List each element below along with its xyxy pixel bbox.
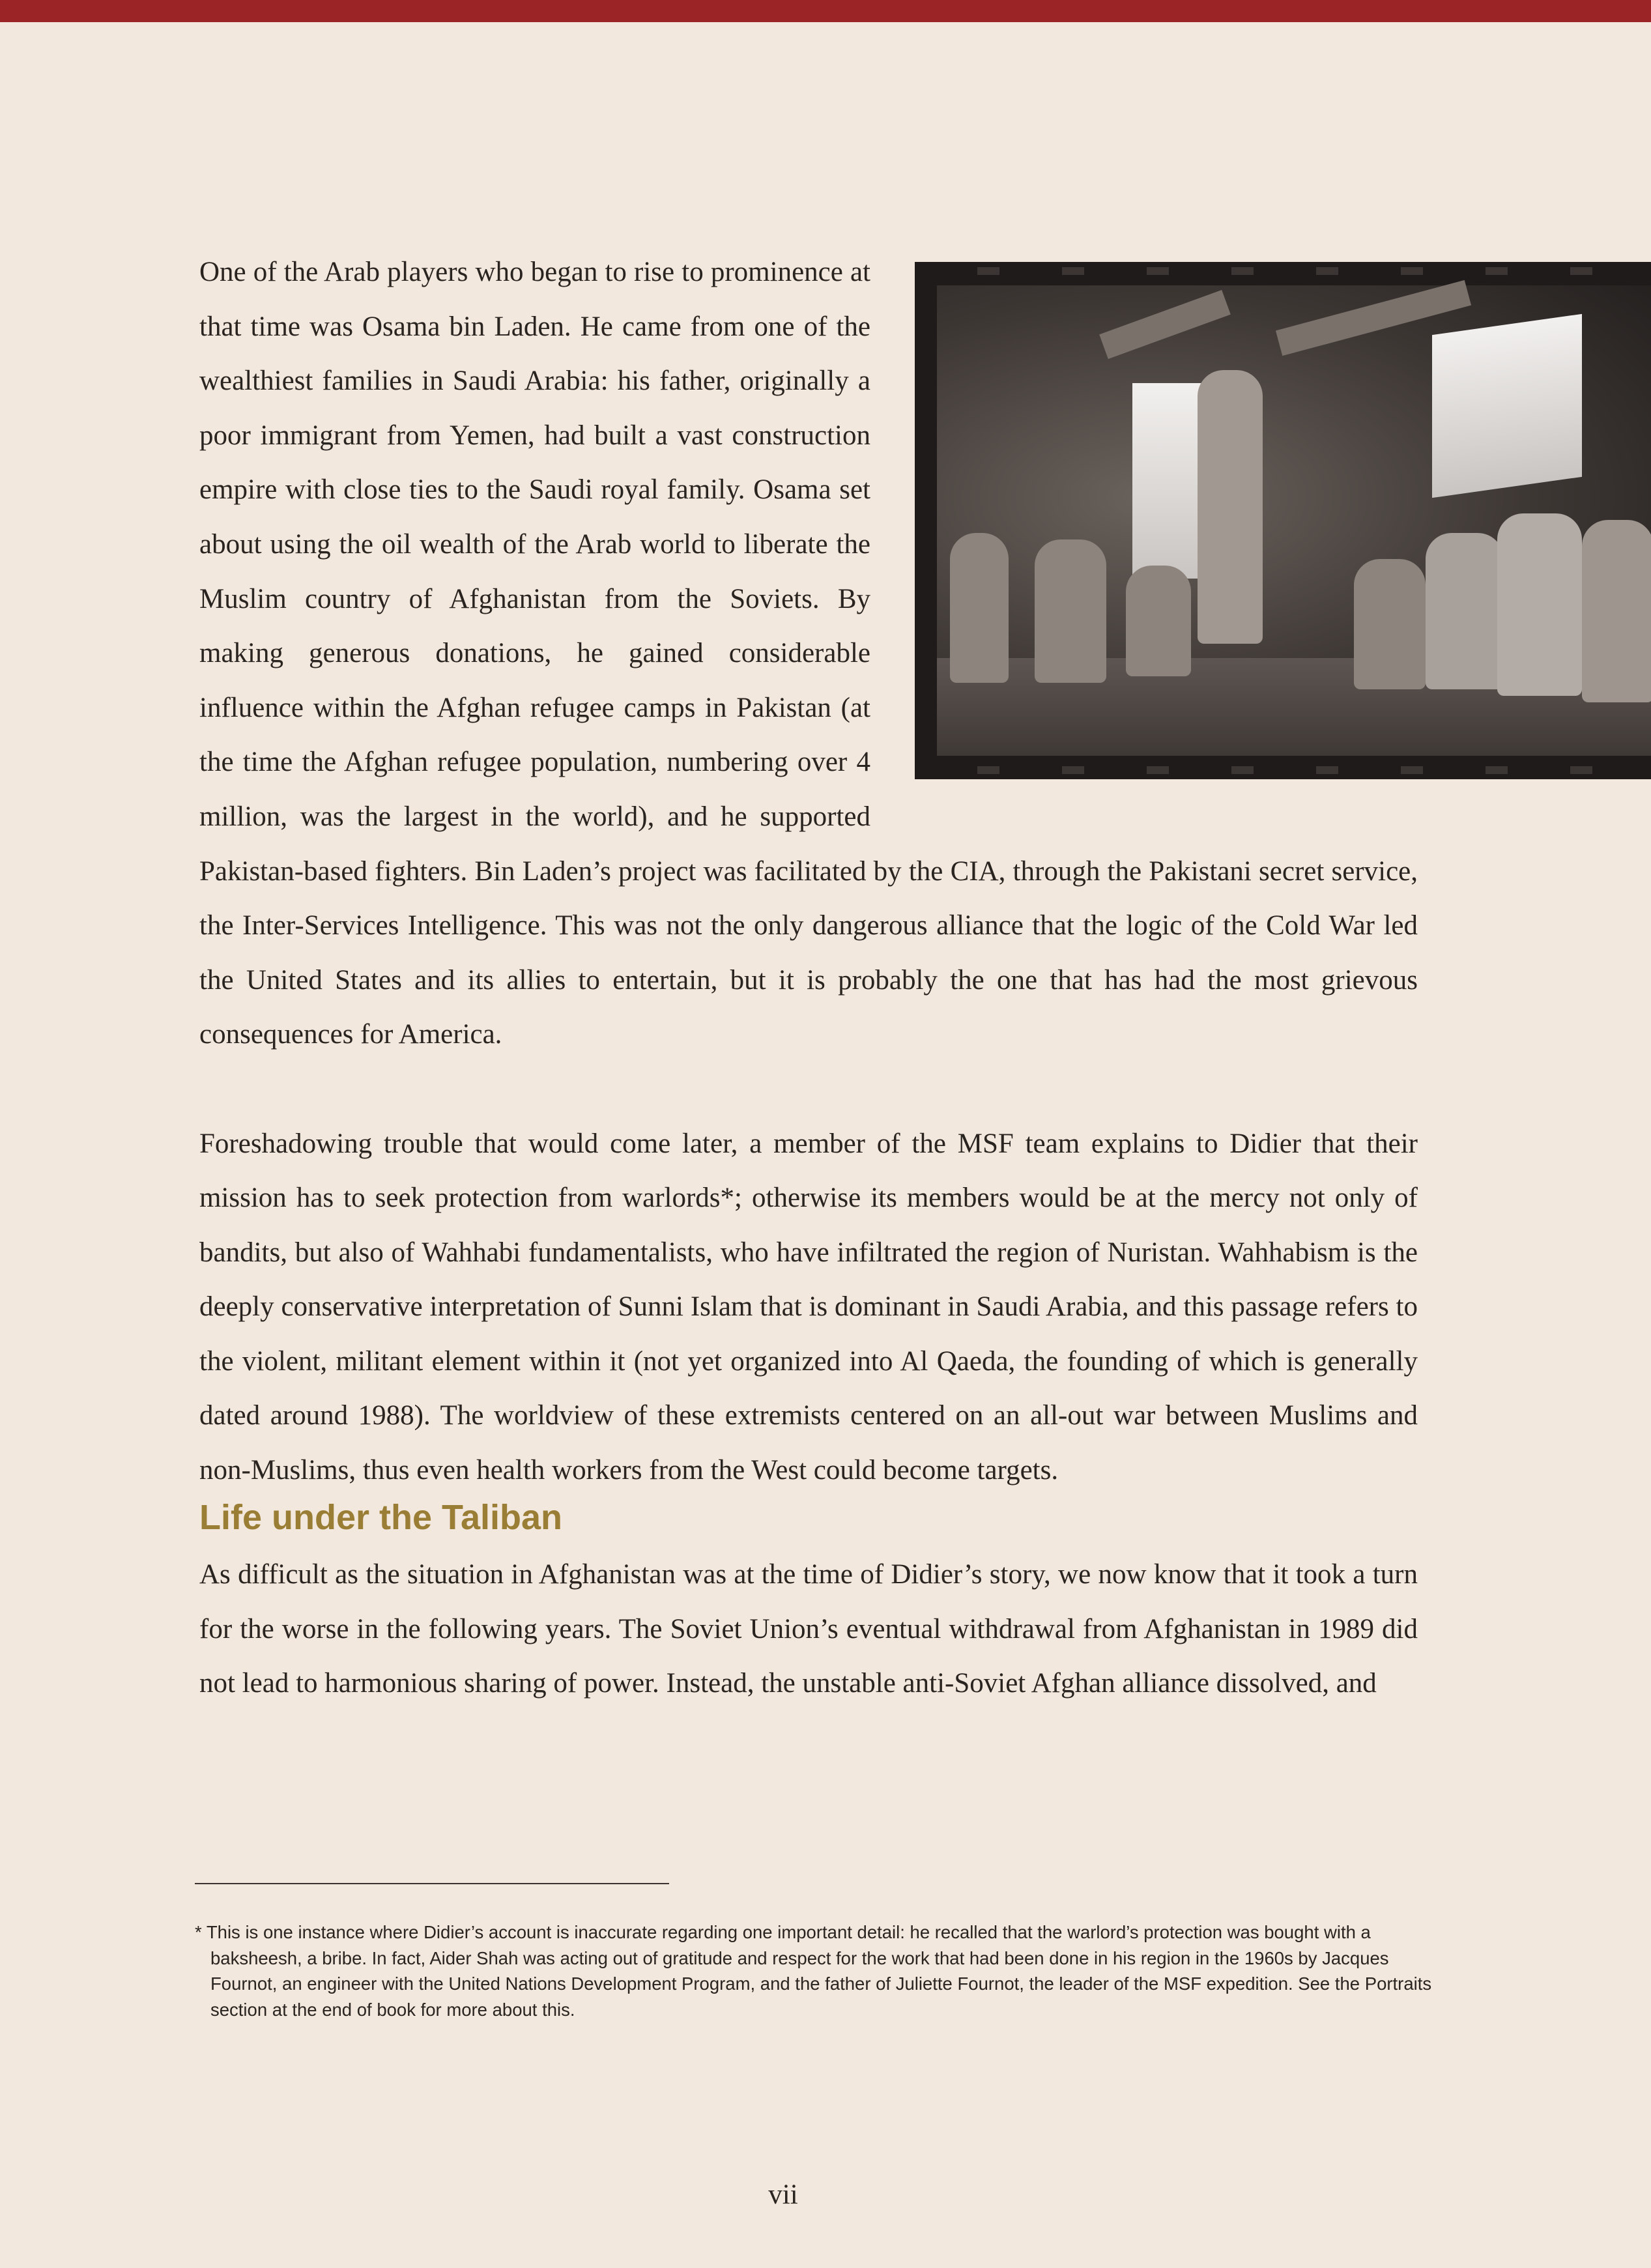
- paragraph-arab-players: One of the Arab players who began to rise to prominence at that time was Osama bin Laden. He came from one of the wealthiest families in Saudi Arabia: his father, originally a poor immigrant from Yemen, had built a vast construction empire with close ties to the Saudi royal family. Osama set about using the oil wealth of the Arab world to liberate the Muslim country of Afghanistan from the Soviets. By making generous donations, he gained considerable influence within the Afghan refugee camps in Pakistan (at the time the Afghan refugee population, numbering over 4 million, was the largest in the world), and he supported Pakistan-based fighters. Bin Laden’s project was facilitated by the CIA, through the Pakistani secret service, the Inter-Services Intelligence. This was not the only dangerous alliance that the logic of the Cold War led the United States and its allies to entertain, but it is probably the one that has had the most grievous consequences for America.: [199, 257, 1418, 1050]
- photo-window-right: [1432, 314, 1582, 498]
- top-color-bar: [0, 0, 1651, 22]
- photo-standing-man: [1198, 370, 1263, 644]
- section-heading: Life under the Taliban: [199, 1498, 563, 1537]
- paragraph-taliban: As difficult as the situation in Afghanistan was at the time of Didier’s story, we now know that it took a turn for the worse in the following years. The Soviet Union’s eventual withdrawal from Afghanistan in 1989 did not lead to harmonious sharing of power. Instead, the unstable anti-Soviet Afghan alliance dissolved, and: [199, 1559, 1418, 1699]
- page-number: vii: [768, 2179, 798, 2210]
- photograph: [915, 262, 1651, 779]
- body-text: [199, 245, 1418, 1498]
- photo-window-left: [1132, 383, 1204, 579]
- footnote-divider: [195, 1883, 669, 1884]
- photo-scene: [937, 285, 1651, 756]
- film-sprocket-holes-top: [915, 267, 1651, 275]
- paragraph-foreshadowing: Foreshadowing trouble that would come later, a member of the MSF team explains to Didier that their mission has to seek protection from warlords*; otherwise its members would be at the mercy not only of bandits, but also of Wahhabi fundamentalists, who have infiltrated the region of Nuristan. Wahhabism is the deeply conservative interpretation of Sunni Islam that is dominant in Saudi Arabia, and this passage refers to the violent, militant element within it (not yet organized into Al Qaeda, the founding of which is generally dated around 1988). The worldview of these extremists centered on an all-out war between Muslims and non-Muslims, thus even health workers from the West could become targets.: [199, 1128, 1418, 1486]
- section-body: [199, 1547, 1418, 1711]
- footnote: * This is one instance where Didier’s account is inaccurate regarding one important detail: he recalled that the warlord’s protection was bought with a baksheesh, a bribe. In fact, Aider Shah was acting out of gratitude and respect for the work that had been done in his region in the 1960s by Jacques Fournot, an engineer with the United Nations Development Program, and the father of Juliette Fournot, the leader of the MSF expedition. See the Portraits section at the end of book for more about this.: [195, 1922, 1432, 2020]
- film-sprocket-holes-bottom: [915, 766, 1651, 774]
